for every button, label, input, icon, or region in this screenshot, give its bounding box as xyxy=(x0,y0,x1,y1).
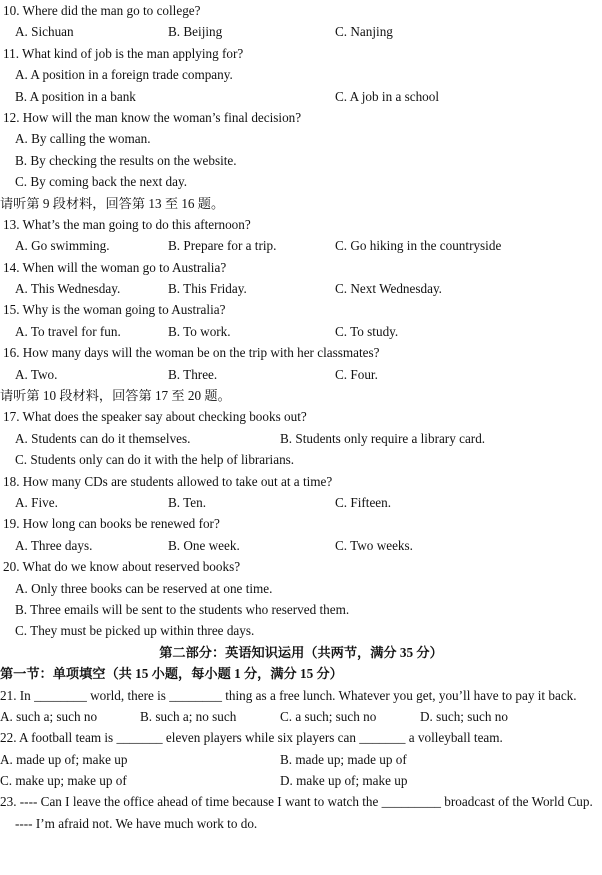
option-20-b[interactable]: B. Three emails will be sent to the students who reserved them. xyxy=(15,601,350,617)
option-18-c[interactable]: C. Fifteen. xyxy=(335,494,392,510)
options-14 xyxy=(0,278,602,299)
option-21-c[interactable]: C. a such; such no xyxy=(280,708,377,724)
option-17-a[interactable]: A. Students can do it themselves. xyxy=(15,430,191,446)
question-16: 16. How many days will the woman be on the trip with her classmates? xyxy=(3,345,380,361)
options-22-row2 xyxy=(0,770,602,791)
question-17: 17. What does the speaker say about checking books out? xyxy=(3,409,307,425)
options-19 xyxy=(0,535,602,556)
options-22-row1 xyxy=(0,749,602,770)
option-18-b[interactable]: B. Ten. xyxy=(168,494,207,510)
question-10: 10. Where did the man go to college? xyxy=(3,3,201,18)
option-19-c[interactable]: C. Two weeks. xyxy=(335,537,413,553)
options-10 xyxy=(0,21,602,42)
options-20-b-row xyxy=(0,599,602,620)
option-19-b[interactable]: B. One week. xyxy=(168,537,240,553)
options-11-row2 xyxy=(0,86,602,107)
option-16-b[interactable]: B. Three. xyxy=(168,366,218,382)
question-19: 19. How long can books be renewed for? xyxy=(3,516,220,532)
option-11-c[interactable]: C. A job in a school xyxy=(335,88,440,104)
section-one-title: 第一节：单项填空（共 15 小题，每小题 1 分，满分 15 分） xyxy=(0,666,343,682)
options-11-row1 xyxy=(0,64,602,85)
options-20-c-row xyxy=(0,620,602,641)
options-20-a-row xyxy=(0,578,602,599)
option-15-a[interactable]: A. To travel for fun. xyxy=(15,323,121,339)
option-10-a[interactable]: A. Sichuan xyxy=(15,24,74,40)
option-15-b[interactable]: B. To work. xyxy=(168,323,231,339)
question-20: 20. What do we know about reserved books? xyxy=(3,559,241,575)
question-15: 15. Why is the woman going to Australia? xyxy=(3,302,226,318)
option-15-c[interactable]: C. To study. xyxy=(335,323,399,339)
option-10-b[interactable]: B. Beijing xyxy=(168,24,223,40)
option-14-b[interactable]: B. This Friday. xyxy=(168,281,247,297)
option-17-b[interactable]: B. Students only require a library card. xyxy=(280,430,486,446)
option-16-a[interactable]: A. Two. xyxy=(15,366,58,382)
instruction-passage-10: 请听第 10 段材料，回答第 17 至 20 题。 xyxy=(0,388,231,404)
question-21: 21. In ________ world, there is ________ thing as a free lunch. Whatever you get, you’ll have to pay it back. xyxy=(0,687,577,703)
question-11: 11. What kind of job is the man applying for? xyxy=(3,45,244,61)
option-22-b[interactable]: B. made up; made up of xyxy=(280,751,407,767)
instruction-passage-9: 请听第 9 段材料，回答第 13 至 16 题。 xyxy=(0,195,225,211)
question-12: 12. How will the man know the woman’s final decision? xyxy=(3,109,302,125)
part-two-title: 第二部分：英语知识运用（共两节，满分 35 分） xyxy=(159,644,443,660)
options-15 xyxy=(0,321,602,342)
option-17-c[interactable]: C. Students only can do it with the help of librarians. xyxy=(15,452,295,468)
question-13: 13. What’s the man going to do this afternoon? xyxy=(3,216,251,232)
option-10-c[interactable]: C. Nanjing xyxy=(335,24,393,40)
options-12-a-row xyxy=(0,128,602,149)
options-16 xyxy=(0,364,602,385)
options-13 xyxy=(0,235,602,256)
option-12-a[interactable]: A. By calling the woman. xyxy=(15,131,151,147)
option-13-c[interactable]: C. Go hiking in the countryside xyxy=(335,238,502,254)
option-13-b[interactable]: B. Prepare for a trip. xyxy=(168,238,277,254)
option-11-a[interactable]: A. A position in a foreign trade company. xyxy=(15,67,233,83)
question-14: 14. When will the woman go to Australia? xyxy=(3,259,227,275)
question-23-reply: ---- I’m afraid not. We have much work to do. xyxy=(15,815,258,831)
options-21 xyxy=(0,706,602,727)
options-12-b-row xyxy=(0,150,602,171)
option-12-b[interactable]: B. By checking the results on the website. xyxy=(15,152,237,168)
option-16-c[interactable]: C. Four. xyxy=(335,366,378,382)
option-19-a[interactable]: A. Three days. xyxy=(15,537,93,553)
question-18: 18. How many CDs are students allowed to take out at a time? xyxy=(3,473,333,489)
option-22-c[interactable]: C. make up; make up of xyxy=(0,773,127,789)
options-17-row1 xyxy=(0,428,602,449)
option-22-d[interactable]: D. make up of; make up xyxy=(280,773,408,789)
option-21-b[interactable]: B. such a; no such xyxy=(140,708,237,724)
option-11-b[interactable]: B. A position in a bank xyxy=(15,88,136,104)
option-12-c[interactable]: C. By coming back the next day. xyxy=(15,174,188,190)
question-22: 22. A football team is _______ eleven players while six players can _______ a volleyball team. xyxy=(0,730,503,746)
option-21-a[interactable]: A. such a; such no xyxy=(0,708,98,724)
option-13-a[interactable]: A. Go swimming. xyxy=(15,238,110,254)
option-14-a[interactable]: A. This Wednesday. xyxy=(15,281,121,297)
options-18 xyxy=(0,492,602,513)
options-12-c-row xyxy=(0,171,602,192)
option-20-a[interactable]: A. Only three books can be reserved at one time. xyxy=(15,580,273,596)
question-23: 23. ---- Can I leave the office ahead of time because I want to watch the _________ broadcast of the World Cup. xyxy=(0,794,593,810)
option-18-a[interactable]: A. Five. xyxy=(15,494,58,510)
option-14-c[interactable]: C. Next Wednesday. xyxy=(335,281,442,297)
option-21-d[interactable]: D. such; such no xyxy=(420,708,508,724)
options-17-row2 xyxy=(0,449,602,470)
option-20-c[interactable]: C. They must be picked up within three days. xyxy=(15,623,255,639)
option-22-a[interactable]: A. made up of; make up xyxy=(0,751,128,767)
